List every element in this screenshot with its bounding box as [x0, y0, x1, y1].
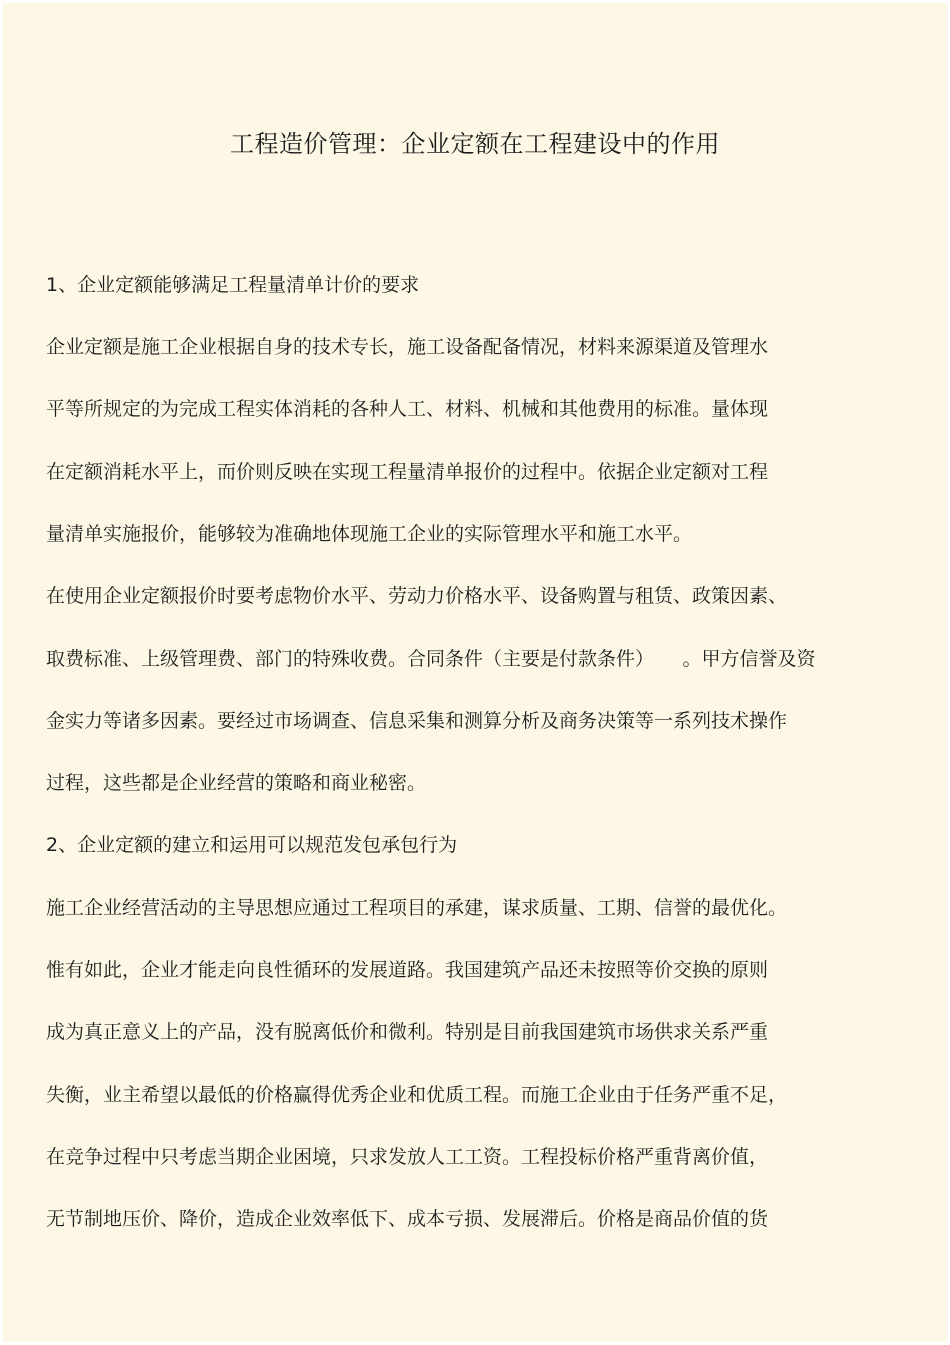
- paragraph-line: 失衡，业主希望以最低的价格赢得优秀企业和优质工程。而施工企业由于任务严重不足，: [46, 1084, 788, 1106]
- paragraph-line: 过程，这些都是企业经营的策略和商业秘密。: [46, 772, 427, 794]
- paragraph-line: 在使用企业定额报价时要考虑物价水平、劳动力价格水平、设备购置与租赁、政策因素、: [46, 585, 788, 607]
- paragraph-line: 在定额消耗水平上，而价则反映在实现工程量清单报价的过程中。依据企业定额对工程: [46, 461, 769, 483]
- paragraph-line: 成为真正意义上的产品，没有脱离低价和微利。特别是目前我国建筑市场供求关系严重: [46, 1021, 769, 1043]
- paragraph-line: 施工企业经营活动的主导思想应通过工程项目的承建，谋求质量、工期、信誉的最优化。: [46, 897, 788, 919]
- section-heading-1: 1、企业定额能够满足工程量清单计价的要求: [46, 274, 420, 296]
- paragraph-line: 平等所规定的为完成工程实体消耗的各种人工、材料、机械和其他费用的标准。量体现: [46, 398, 769, 420]
- paragraph-line: 取费标准、上级管理费、部门的特殊收费。合同条件（主要是付款条件） 。甲方信誉及资: [46, 648, 816, 670]
- document-page: [3, 3, 947, 1342]
- paragraph-line: 在竞争过程中只考虑当期企业困境，只求发放人工工资。工程投标价格严重背离价值，: [46, 1146, 769, 1168]
- paragraph-line: 企业定额是施工企业根据自身的技术专长，施工设备配备情况，材料来源渠道及管理水: [46, 336, 769, 358]
- paragraph-line: 无节制地压价、降价，造成企业效率低下、成本亏损、发展滞后。价格是商品价值的货: [46, 1208, 769, 1230]
- paragraph-line: 量清单实施报价，能够较为准确地体现施工企业的实际管理水平和施工水平。: [46, 523, 693, 545]
- document-title: 工程造价管理：企业定额在工程建设中的作用: [230, 130, 720, 158]
- paragraph-line: 金实力等诸多因素。要经过市场调查、信息采集和测算分析及商务决策等一系列技术操作: [46, 710, 788, 732]
- section-heading-2: 2、企业定额的建立和运用可以规范发包承包行为: [46, 834, 458, 856]
- paragraph-line: 惟有如此，企业才能走向良性循环的发展道路。我国建筑产品还未按照等价交换的原则: [46, 959, 769, 981]
